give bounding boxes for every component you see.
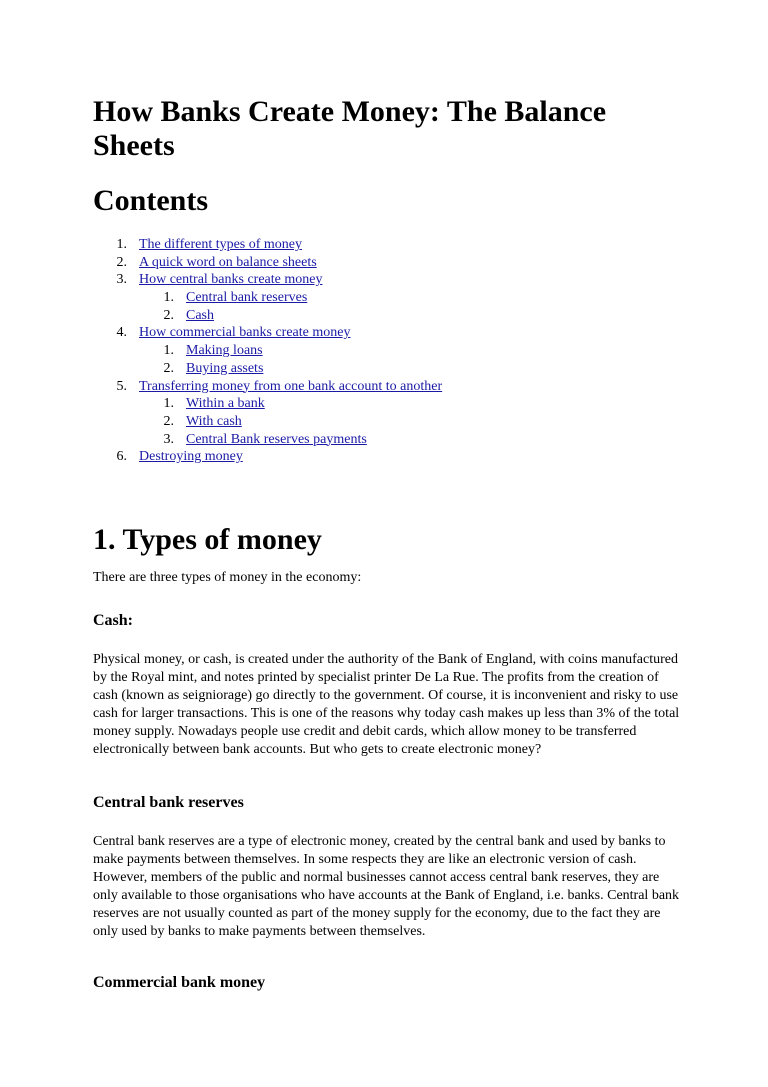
toc-item-number: 2. bbox=[163, 360, 174, 376]
toc-link[interactable]: Cash bbox=[186, 307, 214, 323]
toc-link[interactable]: How central banks create money bbox=[139, 272, 323, 288]
toc-item-number: 1. bbox=[163, 396, 174, 412]
toc-link[interactable]: The different types of money bbox=[139, 237, 303, 252]
contents-heading: Contents bbox=[93, 184, 209, 217]
table-of-contents bbox=[93, 236, 693, 466]
toc-item-number: 3. bbox=[163, 431, 174, 447]
toc-item-number: 1. bbox=[163, 290, 174, 306]
toc-link[interactable]: Destroying money bbox=[139, 449, 243, 465]
toc-item bbox=[93, 236, 693, 254]
toc-link[interactable]: Central bank reserves bbox=[186, 290, 308, 306]
toc-item bbox=[93, 378, 693, 396]
toc-item bbox=[93, 324, 693, 342]
toc-item-number: 3. bbox=[116, 272, 127, 288]
toc-link[interactable]: Within a bank bbox=[186, 396, 265, 412]
toc-item bbox=[93, 271, 693, 289]
intro-paragraph: There are three types of money in the economy: bbox=[93, 570, 362, 585]
toc-item bbox=[93, 395, 693, 413]
toc-link[interactable]: With cash bbox=[186, 413, 242, 429]
document-title: How Banks Create Money: The Balance Sheets bbox=[93, 95, 607, 162]
toc-item-number: 1. bbox=[163, 343, 174, 359]
toc-item-number: 4. bbox=[116, 325, 127, 341]
toc-link[interactable]: A quick word on balance sheets bbox=[139, 254, 317, 270]
toc-item bbox=[93, 360, 693, 378]
central-bank-reserves-heading: Central bank reserves bbox=[93, 794, 244, 811]
toc-item-number: 1. bbox=[116, 237, 127, 252]
toc-item-number: 2. bbox=[163, 413, 174, 429]
toc-link[interactable]: Central Bank reserves payments bbox=[186, 431, 367, 447]
toc-link[interactable]: Making loans bbox=[186, 343, 263, 359]
cash-paragraph: Physical money, or cash, is created under the authority of the Bank of England, with coins manufactured by the Royal mint, and notes printed by specialist printer De La Rue. The profits from the creation of cash (known as seigniorage) go directly to the government. Of course, it is inconvenient and risky to use cash for larger transactions. This is one of the reasons why today cash makes up less than 3% of the total money supply. Nowadays people use credit and debit cards, which allow money to be transferred electronically between bank accounts. But who gets to create electronic money? bbox=[93, 652, 680, 757]
toc-item-number: 5. bbox=[116, 378, 127, 394]
commercial-bank-money-heading: Commercial bank money bbox=[93, 974, 266, 991]
toc-item bbox=[93, 254, 693, 272]
toc-item bbox=[93, 431, 693, 449]
toc-item bbox=[93, 289, 693, 307]
central-bank-reserves-paragraph: Central bank reserves are a type of electronic money, created by the central bank and used by banks to make payments between themselves. In some respects they are like an electronic version of cash. However, members of the public and normal businesses cannot access central bank reserves, they are only available to those organisations who have accounts at the Bank of England, i.e. banks. Central bank reserves are not usually counted as part of the money supply for the economy, due to the fact they are only used by banks to make payments between themselves. bbox=[93, 834, 680, 939]
toc-item bbox=[93, 342, 693, 360]
toc-link[interactable]: How commercial banks create money bbox=[139, 325, 351, 341]
cash-heading: Cash: bbox=[93, 612, 134, 629]
toc-item-number: 6. bbox=[116, 449, 127, 465]
toc-link[interactable]: Buying assets bbox=[186, 360, 264, 376]
toc-item-number: 2. bbox=[116, 254, 127, 270]
section-heading-types-of-money: 1. Types of money bbox=[93, 523, 322, 556]
toc-item bbox=[93, 307, 693, 325]
toc-item bbox=[93, 448, 693, 466]
toc-item-number: 2. bbox=[163, 307, 174, 323]
toc-link[interactable]: Transferring money from one bank account to another bbox=[139, 378, 443, 394]
toc-item bbox=[93, 413, 693, 431]
